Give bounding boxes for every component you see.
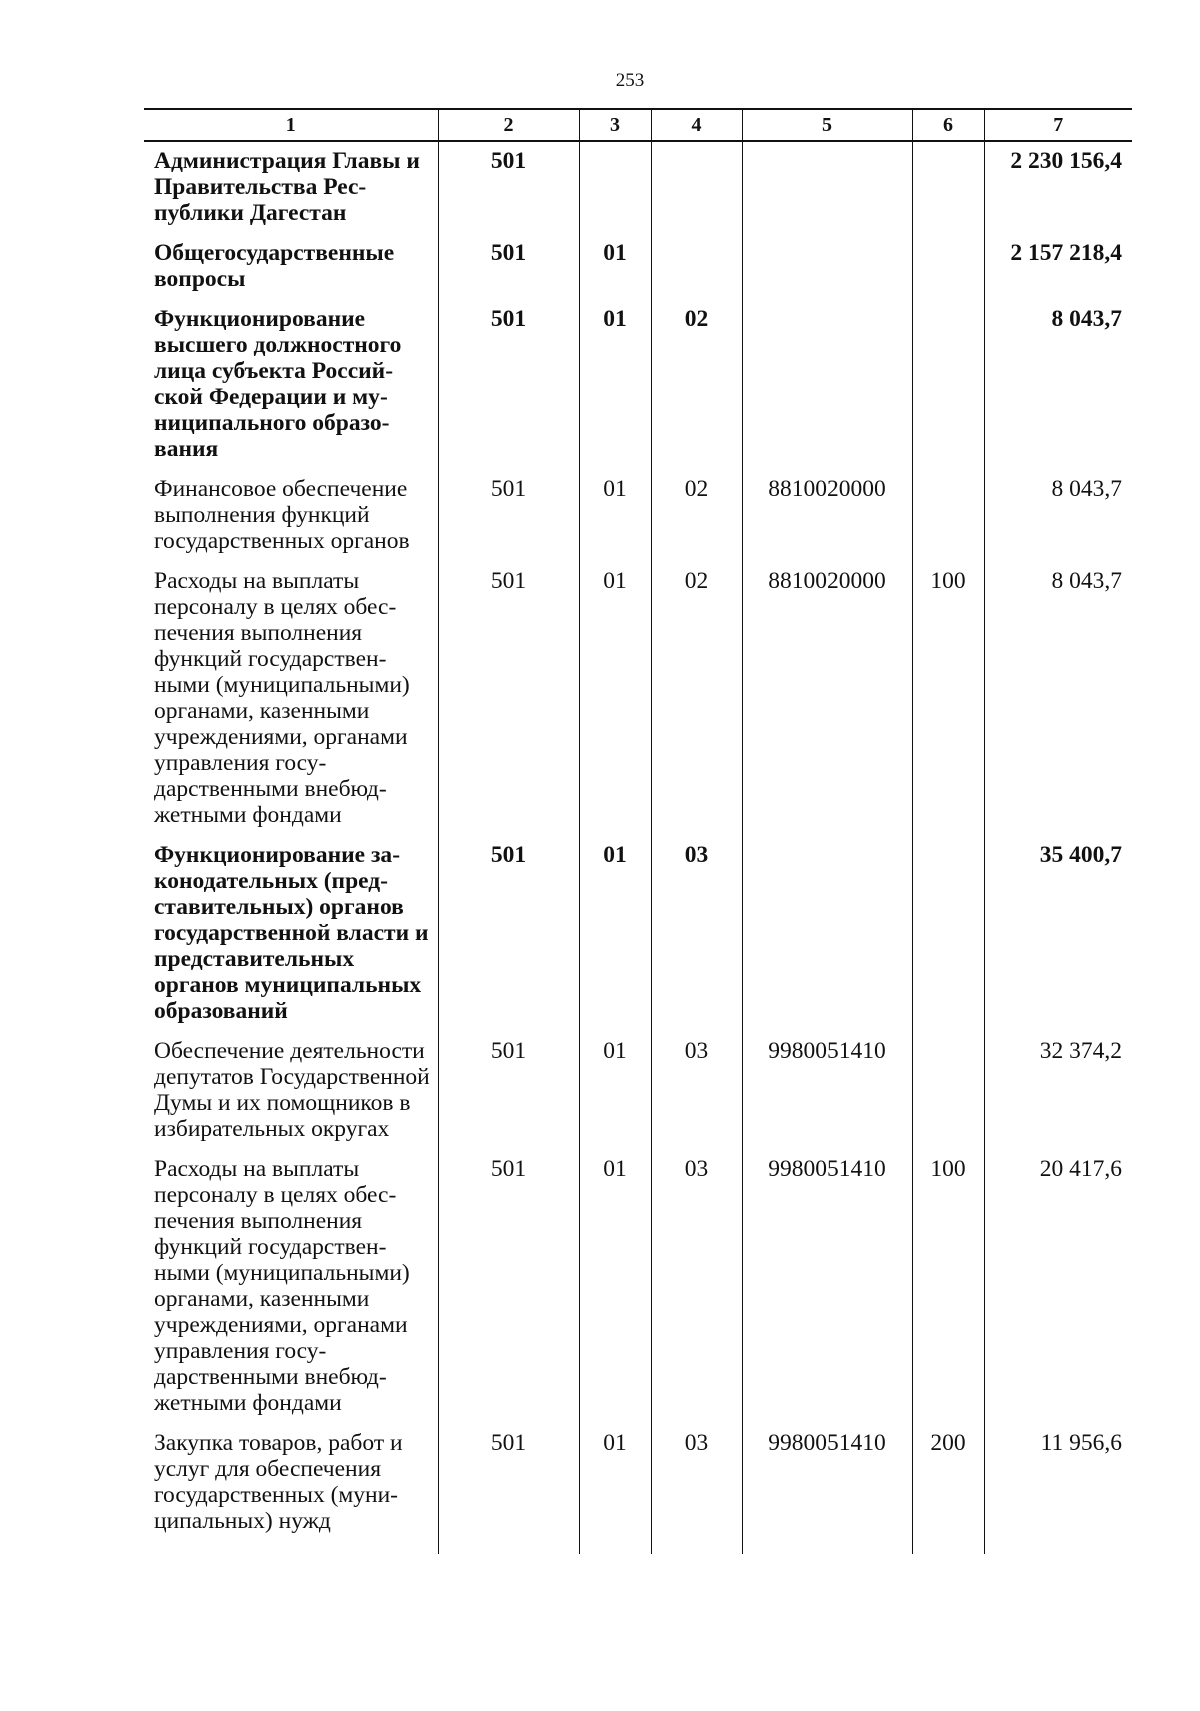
code-target: 8810020000 (742, 476, 912, 568)
code-admin: 501 (438, 141, 579, 240)
code-section: 01 (579, 240, 651, 306)
code-expense-type (912, 141, 984, 240)
row-name: Функционирование высшего должностного лица субъекта Российской Федерации и муниципального образования (144, 306, 438, 476)
row-name: Расходы на выплаты персоналу в целях обеспечения выполнения функций государственными (муниципальными) органами, казенными учреждениями, органами управления государственными внебюджетными фондами (144, 568, 438, 842)
code-admin: 501 (438, 240, 579, 306)
code-subsection: 02 (651, 568, 742, 842)
code-section: 01 (579, 1430, 651, 1554)
code-section: 01 (579, 1038, 651, 1156)
row-name: Закупка товаров, работ и услуг для обеспечения государственных (муниципальных) нужд (144, 1430, 438, 1554)
code-section: 01 (579, 476, 651, 568)
code-expense-type: 200 (912, 1430, 984, 1554)
code-expense-type (912, 306, 984, 476)
row-amount: 32 374,2 (984, 1038, 1132, 1156)
code-section (579, 141, 651, 240)
code-subsection (651, 240, 742, 306)
code-expense-type (912, 1038, 984, 1156)
code-subsection (651, 141, 742, 240)
row-amount: 2 157 218,4 (984, 240, 1132, 306)
column-header: 3 (579, 109, 651, 141)
row-name: Финансовое обеспечение выполнения функций государственных органов (144, 476, 438, 568)
column-header: 7 (984, 109, 1132, 141)
code-section: 01 (579, 842, 651, 1038)
code-expense-type (912, 476, 984, 568)
code-subsection: 02 (651, 306, 742, 476)
code-subsection: 03 (651, 1156, 742, 1430)
row-name: Администрация Главы и Правительства Республики Дагестан (144, 141, 438, 240)
code-section: 01 (579, 306, 651, 476)
code-target: 9980051410 (742, 1430, 912, 1554)
code-admin: 501 (438, 1156, 579, 1430)
row-amount: 11 956,6 (984, 1430, 1132, 1554)
code-section: 01 (579, 1156, 651, 1430)
table-body (144, 141, 1132, 1554)
code-expense-type: 100 (912, 568, 984, 842)
code-subsection: 03 (651, 1430, 742, 1554)
table-row (144, 476, 1132, 568)
page-number: 253 (615, 70, 645, 91)
table-row (144, 568, 1132, 842)
row-amount: 20 417,6 (984, 1156, 1132, 1430)
row-amount: 35 400,7 (984, 842, 1132, 1038)
row-name: Функционирование законодательных (представительных) органов государственной власти и представительных органов муниципальных образований (144, 842, 438, 1038)
code-admin: 501 (438, 306, 579, 476)
row-name: Расходы на выплаты персоналу в целях обеспечения выполнения функций государственными (муниципальными) органами, казенными учреждениями, органами управления государственными внебюджетными фондами (144, 1156, 438, 1430)
column-header: 5 (742, 109, 912, 141)
column-header: 6 (912, 109, 984, 141)
column-header: 2 (438, 109, 579, 141)
code-target (742, 141, 912, 240)
code-target: 9980051410 (742, 1038, 912, 1156)
code-expense-type: 100 (912, 1156, 984, 1430)
code-section: 01 (579, 568, 651, 842)
table-row (144, 306, 1132, 476)
table-row (144, 1156, 1132, 1430)
code-expense-type (912, 240, 984, 306)
column-header: 1 (144, 109, 438, 141)
table-row (144, 1038, 1132, 1156)
row-amount: 8 043,7 (984, 568, 1132, 842)
row-amount: 8 043,7 (984, 476, 1132, 568)
code-subsection: 03 (651, 1038, 742, 1156)
code-target: 9980051410 (742, 1156, 912, 1430)
code-admin: 501 (438, 568, 579, 842)
code-target (742, 306, 912, 476)
table-row (144, 240, 1132, 306)
code-admin: 501 (438, 842, 579, 1038)
row-amount: 8 043,7 (984, 306, 1132, 476)
header-row (144, 109, 1132, 141)
code-target: 8810020000 (742, 568, 912, 842)
code-admin: 501 (438, 1430, 579, 1554)
column-header: 4 (651, 109, 742, 141)
code-admin: 501 (438, 476, 579, 568)
code-admin: 501 (438, 1038, 579, 1156)
table-row (144, 1430, 1132, 1554)
code-expense-type (912, 842, 984, 1038)
table-row (144, 141, 1132, 240)
code-target (742, 240, 912, 306)
row-amount: 2 230 156,4 (984, 141, 1132, 240)
code-subsection: 03 (651, 842, 742, 1038)
code-target (742, 842, 912, 1038)
code-subsection: 02 (651, 476, 742, 568)
budget-table (144, 108, 1132, 1554)
row-name: Обеспечение деятельности депутатов Государственной Думы и их помощников в избирательных округах (144, 1038, 438, 1156)
row-name: Общегосударственные вопросы (144, 240, 438, 306)
table-row (144, 842, 1132, 1038)
